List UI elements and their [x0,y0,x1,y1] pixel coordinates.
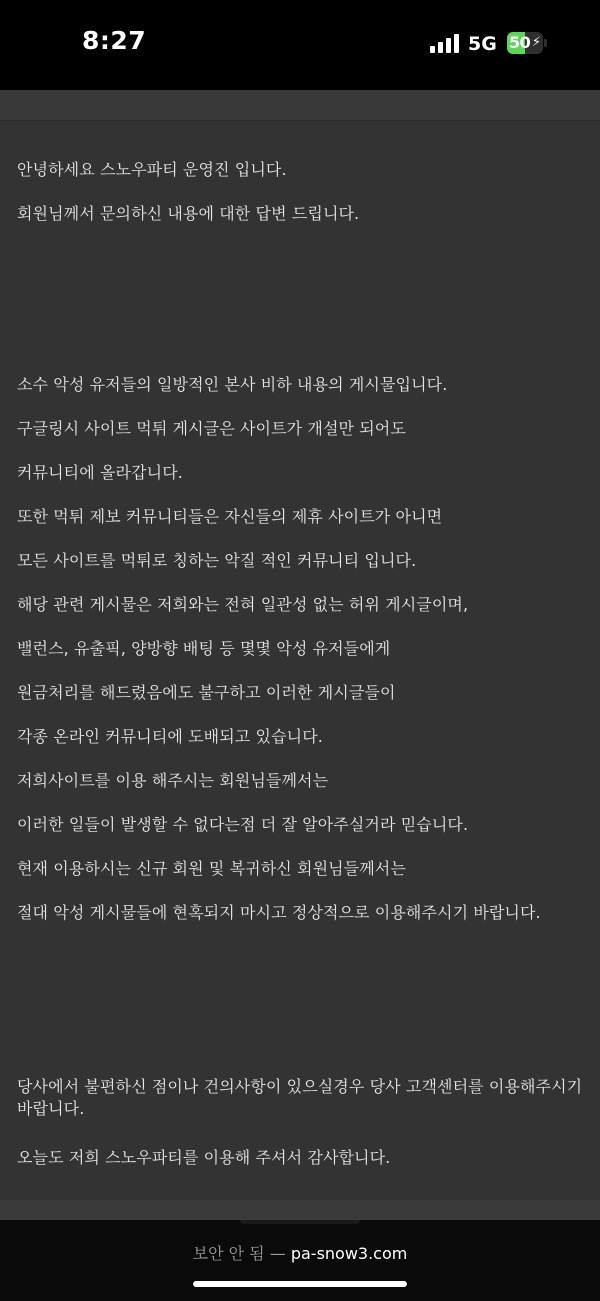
browser-address-bar[interactable] [0,1220,600,1301]
battery-level: 50 [509,33,531,52]
battery-cap [544,39,547,47]
network-type: 5G [468,33,497,55]
home-indicator[interactable] [193,1281,407,1287]
post-line: 밸런스, 유출픽, 양방향 배팅 등 몇몇 악성 유저들에게 [17,639,391,658]
address-field[interactable] [0,1241,600,1264]
post-line: 구글링시 사이트 먹튀 게시글은 사이트가 개설만 되어도 [17,419,406,438]
webpage-content[interactable] [0,90,600,1220]
post-line: 또한 먹튀 제보 커뮤니티들은 자신들의 제휴 사이트가 아니면 [17,507,443,526]
post-greeting: 안녕하세요 스노우파티 운영진 입니다. [17,160,287,179]
page-footer-strip [0,1200,600,1220]
post-line: 해당 관련 게시물은 저희와는 전혀 일관성 없는 허위 게시글이며, [17,595,469,614]
post-body [0,120,600,1201]
post-line: 현재 이용하시는 신규 회원 및 복귀하신 회원님들께서는 [17,859,406,878]
post-line: 소수 악성 유저들의 일방적인 본사 비하 내용의 게시물입니다. [17,375,448,394]
status-bar [0,0,600,90]
signal-bars-icon [430,33,462,53]
page-header-strip [0,90,600,120]
post-line: 절대 악성 게시물들에 현혹되지 마시고 정상적으로 이용해주시기 바랍니다. [17,903,541,922]
url-domain: pa-snow3.com [290,1244,408,1263]
post-line: 각종 온라인 커뮤니티에 도배되고 있습니다. [17,727,323,746]
post-line: 커뮤니티에 올라갑니다. [17,463,183,482]
status-time: 8:27 [82,26,147,55]
post-line: 이러한 일들이 발생할 수 없다는점 더 잘 알아주실거라 믿습니다. [17,815,469,834]
bolt-icon: ⚡ [531,35,541,50]
tab-handle [240,1220,360,1224]
post-closing: 오늘도 저희 스노우파티를 이용해 주셔서 감사합니다. [17,1148,391,1167]
post-line: 모든 사이트를 먹튀로 칭하는 악질 적인 커뮤니티 입니다. [17,551,417,570]
post-line: 저희사이트를 이용 해주시는 회원님들께서는 [17,771,329,790]
post-line: 원금처리를 해드렸음에도 불구하고 이러한 게시글들이 [17,683,396,702]
battery-icon [507,32,543,54]
insecure-label: 보안 안 됨 — [192,1244,286,1263]
post-contact: 당사에서 불편하신 점이나 건의사항이 있으실경우 당사 고객센터를 이용해주시기 바랍니다. [17,1077,583,1118]
post-intro: 회원님께서 문의하신 내용에 대한 답변 드립니다. [17,204,360,223]
